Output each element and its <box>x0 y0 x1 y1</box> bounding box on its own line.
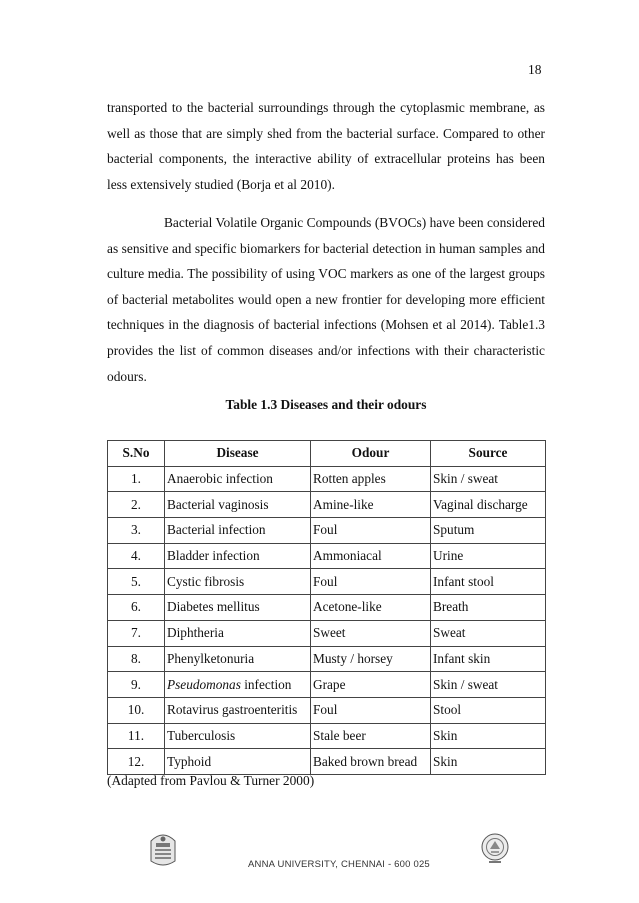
cell-sno: 7. <box>108 620 165 646</box>
cell-source: Breath <box>431 595 546 621</box>
cell-disease <box>165 672 311 698</box>
cell-sno: 6. <box>108 595 165 621</box>
university-emblem-icon <box>148 831 178 869</box>
cell-odour: Musty / horsey <box>311 646 431 672</box>
cell-source: Urine <box>431 543 546 569</box>
table-row <box>108 492 546 518</box>
cell-odour: Foul <box>311 697 431 723</box>
page-number: 18 <box>528 62 542 77</box>
table-header-row <box>108 441 546 467</box>
cell-source: Stool <box>431 697 546 723</box>
cell-source: Skin / sweat <box>431 672 546 698</box>
cell-disease-italic: Pseudomonas <box>167 676 241 692</box>
cell-disease: Anaerobic infection <box>165 466 311 492</box>
cell-sno: 1. <box>108 466 165 492</box>
cell-sno: 9. <box>108 672 165 698</box>
header-disease: Disease <box>165 441 311 467</box>
cell-disease: Typhoid <box>165 749 311 775</box>
cell-source: Vaginal discharge <box>431 492 546 518</box>
cell-odour: Foul <box>311 569 431 595</box>
cell-source: Skin / sweat <box>431 466 546 492</box>
cell-odour: Rotten apples <box>311 466 431 492</box>
cell-odour: Amine-like <box>311 492 431 518</box>
table-row <box>108 543 546 569</box>
table-row <box>108 620 546 646</box>
cell-disease: Cystic fibrosis <box>165 569 311 595</box>
cell-odour: Ammoniacal <box>311 543 431 569</box>
cell-sno: 11. <box>108 723 165 749</box>
cell-odour: Foul <box>311 518 431 544</box>
cell-sno: 12. <box>108 749 165 775</box>
paragraph-1: transported to the bacterial surroundings through the cytoplasmic membrane, as well as those that are simply shed from the bacterial surface. Compared to other bacterial components, the interactive ability of extracellular proteins has been less extensively studied (Borja et al 2010). <box>107 100 545 192</box>
cell-source: Skin <box>431 723 546 749</box>
cell-odour: Grape <box>311 672 431 698</box>
cell-odour: Stale beer <box>311 723 431 749</box>
table-row <box>108 672 546 698</box>
cell-source: Skin <box>431 749 546 775</box>
cell-disease: Bacterial vaginosis <box>165 492 311 518</box>
cell-sno: 5. <box>108 569 165 595</box>
table-row <box>108 569 546 595</box>
cell-sno: 8. <box>108 646 165 672</box>
cell-sno: 10. <box>108 697 165 723</box>
cell-disease: Bladder infection <box>165 543 311 569</box>
cell-source: Sweat <box>431 620 546 646</box>
cell-disease-rest: infection <box>240 676 292 692</box>
table-row <box>108 723 546 749</box>
cell-source: Infant stool <box>431 569 546 595</box>
cell-disease: Phenylketonuria <box>165 646 311 672</box>
cell-disease: Diabetes mellitus <box>165 595 311 621</box>
table-source-note: (Adapted from Pavlou & Turner 2000) <box>107 773 315 788</box>
cell-disease: Diphtheria <box>165 620 311 646</box>
table-row <box>108 749 546 775</box>
table-row <box>108 466 546 492</box>
header-source: Source <box>431 441 546 467</box>
paragraph-2: Bacterial Volatile Organic Compounds (BVOCs) have been considered as sensitive and specific biomarkers for bacterial detection in human samples and culture media. The possibility of using VOC markers as one of the largest groups of bacterial metabolites would open a new frontier for developing more efficient techniques in the diagnosis of bacterial infections (Mohsen et al 2014). Table1.3 provides the list of common diseases and/or infections with their characteristic odours. <box>107 215 545 384</box>
table-title: Table 1.3 Diseases and their odours <box>225 397 427 412</box>
university-seal-icon <box>480 831 510 867</box>
diseases-table <box>107 440 546 775</box>
table-row <box>108 646 546 672</box>
page-footer <box>148 827 508 872</box>
cell-source: Infant skin <box>431 646 546 672</box>
table-row <box>108 697 546 723</box>
table-row <box>108 518 546 544</box>
header-sno: S.No <box>108 441 165 467</box>
cell-odour: Acetone-like <box>311 595 431 621</box>
cell-source: Sputum <box>431 518 546 544</box>
cell-odour: Sweet <box>311 620 431 646</box>
header-odour: Odour <box>311 441 431 467</box>
cell-sno: 4. <box>108 543 165 569</box>
cell-disease: Bacterial infection <box>165 518 311 544</box>
footer-university-text: ANNA UNIVERSITY, CHENNAI - 600 025 <box>248 859 430 870</box>
cell-sno: 3. <box>108 518 165 544</box>
cell-disease: Rotavirus gastroenteritis <box>165 697 311 723</box>
cell-sno: 2. <box>108 492 165 518</box>
table-row <box>108 595 546 621</box>
cell-disease: Tuberculosis <box>165 723 311 749</box>
cell-odour: Baked brown bread <box>311 749 431 775</box>
